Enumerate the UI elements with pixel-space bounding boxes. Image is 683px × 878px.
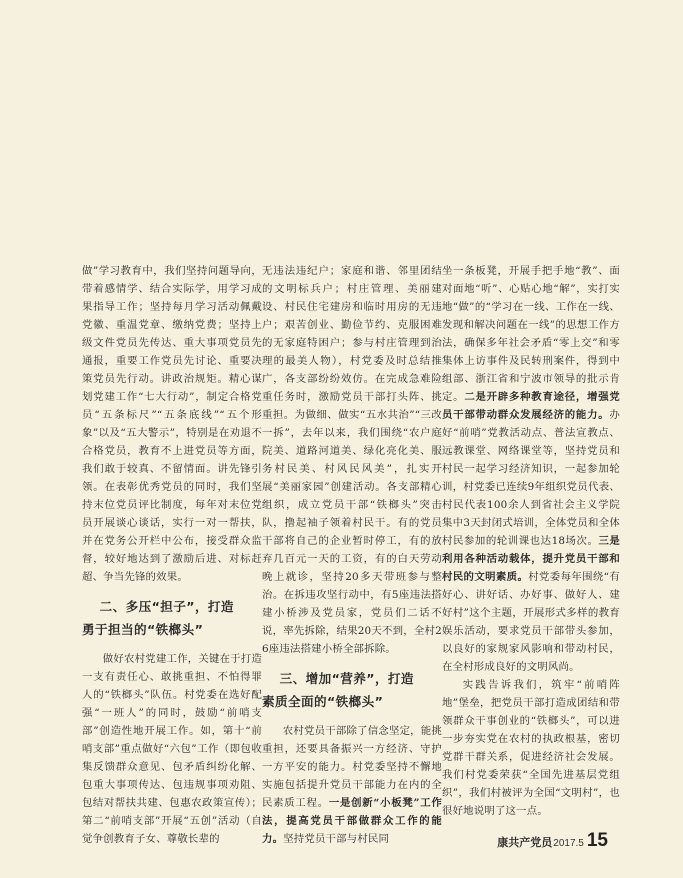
section-heading-3: [262, 667, 442, 713]
paragraph-text: 坐一条板凳，开展手把手地“教”、面对面地“听”、心贴心地“解”，实打实地“做”的“学习在一线、工作在一线、发现和解决问题在一线”的思想工作方法，确保多年社会矛盾“零上交”和零集体上访事件及民转刑案件，得到中组部、浙江省和宁波市领导的批示肯定。: [442, 265, 620, 403]
bold-lead-sentence: 一是创新“小板凳”工作法，提高党员干部做群众工作的能力。: [262, 797, 442, 845]
paragraph: 实践告诉我们，筑牢“前哨阵地”堡垒，把党员干部打造成团结和带领群众干事创业的“铁榔头”，可以进一步夯实党在农村的执政根基，密切党群干群关系，促进经济社会发展。我们村党委荣获“全国先进基层党组织”，我们村被评为全国“文明村”，也很好地说明了这一点。: [442, 679, 620, 817]
page-footer: [497, 830, 608, 852]
magazine-logo: 康共产党员: [497, 836, 553, 849]
paragraph: 做”学习教育中，我们坚持问题导向，带着感情学、结合实际学，用学习成果指导工作；坚持每月学习活动佩戴党徽、重温党章、缴纳党费；坚持上级文件党员先传达、重大事项党员先通报，重要工作党员先讨论、重要决策党员先行动。讲政治规矩。精心谋划党建工作“七大行动”，制定合格党员“五条标尺”“五条底线”“五个形象”以及“五大警示”，特别是在劝退不合格党员，教育不上进党员等方面，我们敢于较真、不留情面。讲先锋引领。在表彰优秀党员的同时，我们坚持末位党员评比制度，每年对末位党员开展谈心谈话，实行一对一帮扶，并在党务公开栏中公布，接受群众监督，较好地达到了激励后进、对标赶超、争当先锋的效果。: [82, 265, 262, 583]
section-heading-line: 三、增加“营养”，打造: [279, 671, 414, 686]
section-heading-line: 勇于担当的“铁榔头”: [82, 622, 204, 637]
bold-lead-sentence: 二是开辟多种教育途径，增强党员干部带动群众发展经济的能力。: [442, 391, 620, 421]
paragraph-text: 办好“前哨”党教活动点、普法宣教点、远教课堂、网络课堂等，坚持党员和村民一起学习经济知识，一起参加轮训，村党委已连续9年组织党员代表、村民代表100余人到省社会主义学院集中3天封闭式培训，全体党员和全体村民参加的轮训课也达18场次。: [442, 409, 620, 547]
section-heading-line: 二、多压“担子”，打造: [99, 599, 234, 614]
paragraph: [262, 722, 442, 848]
section-heading-line: 素质全面的“铁榔头”: [262, 694, 384, 709]
section-heading-2: [82, 595, 262, 641]
paragraph-text: 村党委每年围绕“有好心、讲好话、办好事、做好人、建好村”这个主题，开展形式多样的教育娱乐活动，要求党员干部带头参加，以良好的家规家风影响和带动村民，在全村形成良好的文明风尚。: [442, 571, 620, 673]
paragraph: 做好农村党建工作，关键在于打造一支有责任心、敢挑重担、不怕得罪人的“铁榔头”队伍。村党委在选好配强“一班人”的同时，鼓励“前哨支部”创造性地开展工作。如，第十“前哨支部”重点做好“六包”工作（即包收集反馈群众意见、包矛盾纠纷化解、包重大事项传达、包违规事项劝阻、包结对帮扶共建、包惠农政策宣传）；第二“前哨支部”开展“五创”活动（自觉争创教育子女、尊敬长辈的: [82, 653, 262, 845]
text-column-3: [442, 262, 620, 820]
paragraph: 无违法违纪户；家庭和谐、邻里团结的文明标兵户；村庄管理、美丽建设、村民住宅建房和临时用房的无违户；艰苦创业、勤俭节约、克服困难的无家庭特困户；参与村庄管理到治理的最美人物），村党委及时总结推广，各支部纷纷效仿。在完成急难险重任务时，激励党员干部打头阵、挑重担。为做细、做实“五水共治”“三改一拆”，去年以来，我们围绕“农户庭院美、道路河道美、绿化亮化美、服务村民美、村风民风美”，扎实开展“美丽家园”创建活动。各支部精心组织，成立党员干部“铁榔头”突击队，撸起袖子领着村民干。有的党员干部将自己的企业暂时停工，有的放弃几百元一天的工资，有的白天劳动晚上就诊，坚持20多天带班参与整治。在拆违攻坚行动中，有5座违法搭建小桥涉及党员家，党员们二话不说，率先拆除，结果20天不到，全村26座违法搭建小桥全部拆除。: [262, 265, 442, 655]
bold-lead-sentence: 三是利用各种活动载体，提升党员干部和村民的文明素质。: [442, 535, 620, 583]
issue-number: 2017.5: [553, 838, 584, 849]
paragraph: [442, 262, 620, 676]
text-column-1: [82, 262, 262, 848]
page-number: 15: [586, 830, 608, 851]
paragraph-text: 坚持党员干部与村民同: [283, 833, 390, 845]
text-column-2: [262, 262, 442, 848]
paragraph-text: 农村党员干部除了信念坚定，能挑重担，还要具备振兴一方经济、守护一方平安的能力。村党委坚持不懈地实施包括提升党员干部能力在内的全民素质工程。: [262, 725, 442, 809]
